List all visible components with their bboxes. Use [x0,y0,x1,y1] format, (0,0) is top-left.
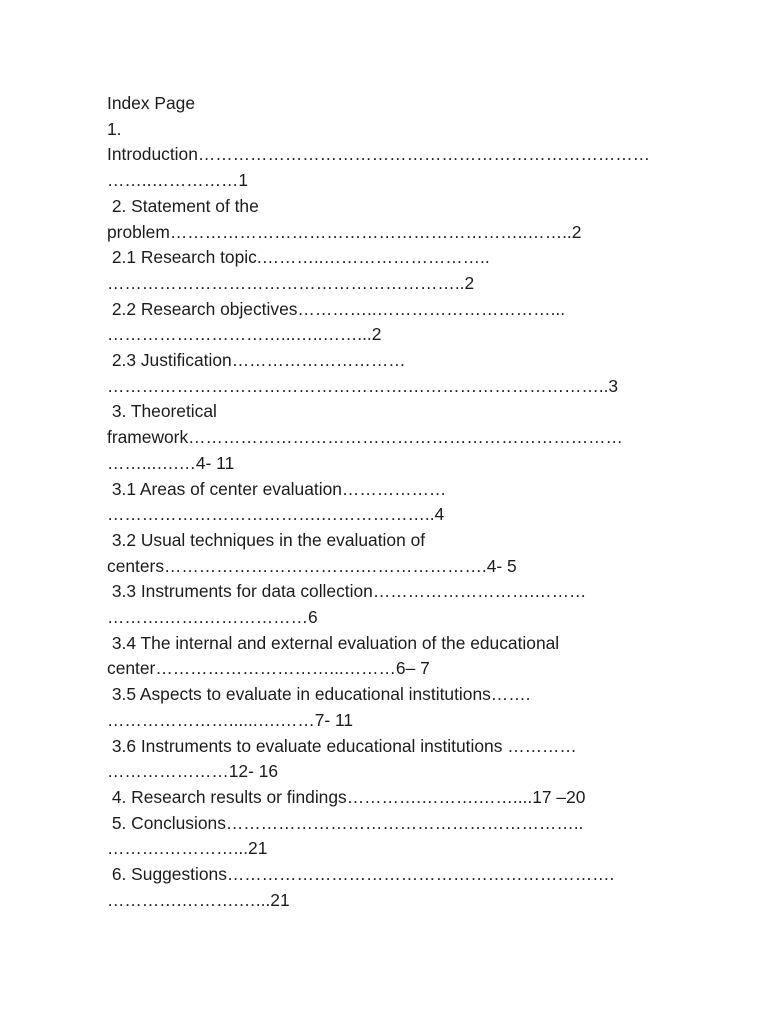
toc-line-usual-techniques-page: centers…………………………….………………….4- 5 [107,555,517,576]
toc-line-theoretical: 3. Theoretical [107,401,217,422]
toc-line-justification: 2.3 Justification………………………… [107,350,406,371]
index-title: Index Page [107,93,195,113]
toc-line-introduction-page: ……..……………1 [107,170,249,191]
toc-line-research-results: 4. Research results or findings………….……….……....17 –20 [107,786,586,807]
toc-line-internal-external-page: center…………………………...………6– 7 [107,658,430,679]
toc-line-framework-page: ……...….…4- 11 [107,452,235,473]
toc-line-conclusions-page: ……….…………...21 [107,838,268,859]
toc-line-suggestions-page: ………….……….…...21 [107,889,290,910]
toc-line-areas-evaluation-page: ……………………………….………………..4 [107,504,445,525]
toc-line-aspects: 3.5 Aspects to evaluate in educational institutions……. [107,684,531,705]
toc-line-justification-page: …………………………………………….……………………………..3 [107,375,619,396]
toc-line-conclusions: 5. Conclusions…………………………………………………….. [107,812,584,833]
toc-line-areas-evaluation: 3.1 Areas of center evaluation……………… [107,478,447,499]
toc-line-instruments-institutions: 3.6 Instruments to evaluate educational institutions ………… [107,735,577,756]
toc-line-statement-page: problem……………………………………………………..……..2 [107,221,582,242]
toc-line-instruments-data: 3.3 Instruments for data collection……………………….……… [107,581,587,602]
toc-line-research-topic: 2.1 Research topic.………..……………………….. [107,247,490,268]
toc-line-research-topic-page: ……………………………………………………..2 [107,272,475,293]
toc-line-research-objectives-page: …………………………...…..……...2 [107,324,382,345]
toc-line-1-number: 1. [107,118,122,139]
index-page-content [107,91,667,914]
toc-line-research-objectives: 2.2 Research objectives…………..…………………………... [107,298,566,319]
toc-line-usual-techniques: 3.2 Usual techniques in the evaluation of [107,529,426,550]
toc-line-instruments-institutions-page: …………………12- 16 [107,761,279,782]
toc-line-instruments-data-page: ……….…….………………6 [107,607,318,628]
toc-line-internal-external: 3.4 The internal and external evaluation of the educational [107,632,560,653]
toc-line-introduction: Introduction…………………………………………………………………… [107,144,651,165]
toc-line-statement: 2. Statement of the [107,195,259,216]
toc-line-aspects-page: …………………......….……7- 11 [107,709,354,730]
toc-line-framework: framework………………………………………………………………… [107,427,623,448]
toc-line-suggestions: 6. Suggestions…………………………………………………………. [107,864,615,885]
